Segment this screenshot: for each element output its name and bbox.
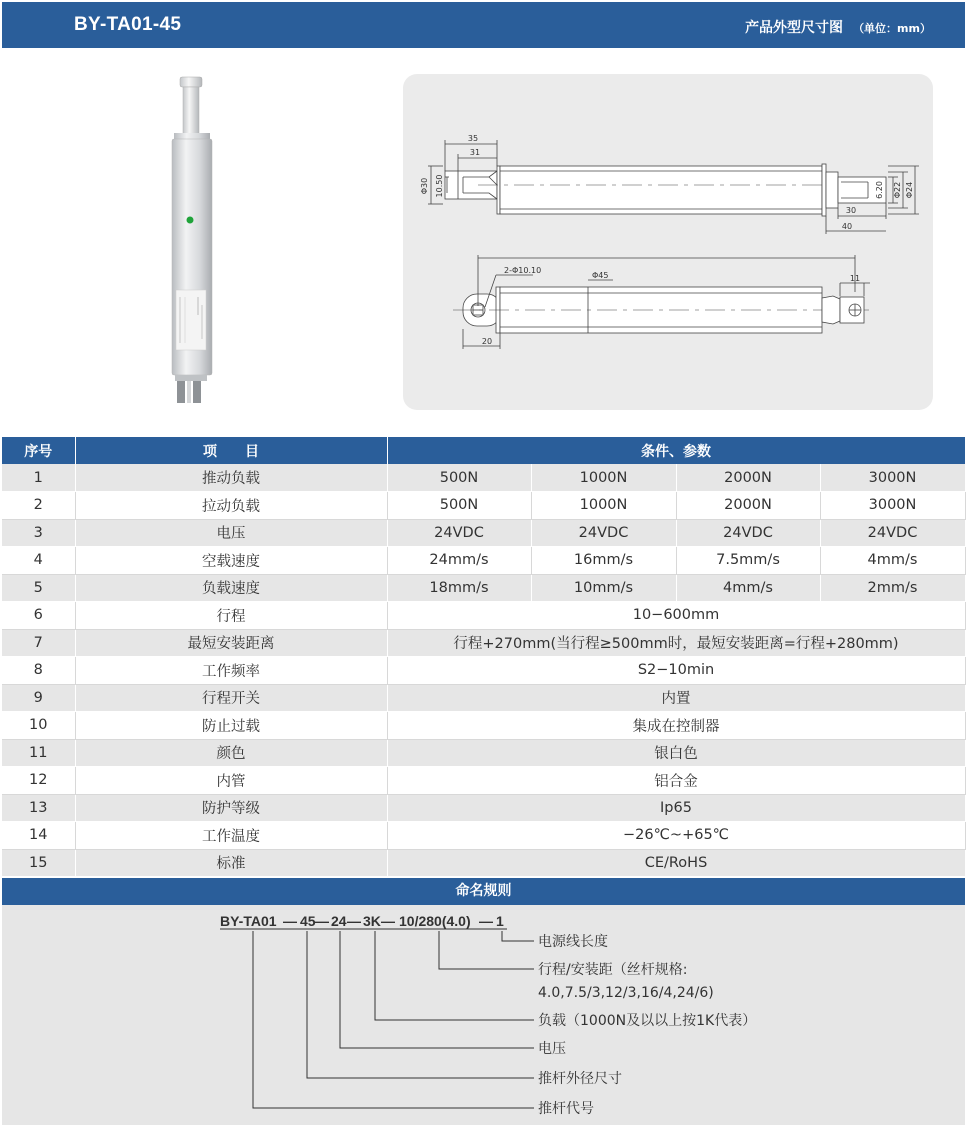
row-value: 24mm/s xyxy=(387,547,531,575)
table-row xyxy=(2,657,965,685)
row-number: 9 xyxy=(2,684,75,712)
row-number: 15 xyxy=(2,849,75,877)
code-diameter: 45 xyxy=(300,913,316,929)
row-item: 防护等级 xyxy=(75,794,387,822)
row-number: 11 xyxy=(2,739,75,767)
row-value: 4mm/s xyxy=(676,574,820,602)
row-item: 电压 xyxy=(75,519,387,547)
code-dash-5: — xyxy=(479,913,493,929)
table-row xyxy=(2,547,965,575)
row-value: 铝合金 xyxy=(387,767,965,795)
unit-label: （单位：mm） xyxy=(853,22,931,35)
table-row xyxy=(2,849,965,877)
col-header-no: 序号 xyxy=(2,437,75,464)
row-item: 最短安装距离 xyxy=(75,629,387,657)
code-voltage: 24 xyxy=(331,913,347,929)
desc-stroke-2: 4.0,7.5/3,12/3,16/4,24/6) xyxy=(538,985,714,1001)
drawing-title-group xyxy=(745,17,931,37)
table-row xyxy=(2,574,965,602)
top-view-drawing xyxy=(428,140,919,234)
col-header-item: 项 目 xyxy=(75,437,387,464)
row-value: −26℃~+65℃ xyxy=(387,822,965,850)
row-number: 4 xyxy=(2,547,75,575)
table-row xyxy=(2,684,965,712)
row-value: 24VDC xyxy=(387,519,531,547)
row-number: 6 xyxy=(2,602,75,630)
dimension-drawing-panel xyxy=(403,74,933,410)
naming-title: 命名规则 xyxy=(2,878,965,905)
code-dash-4: — xyxy=(381,913,395,929)
row-number: 7 xyxy=(2,629,75,657)
dim-10-50: 10.50 xyxy=(435,174,444,198)
row-number: 1 xyxy=(2,464,75,492)
desc-diameter: 推杆外径尺寸 xyxy=(538,1071,622,1087)
row-value: 16mm/s xyxy=(531,547,676,575)
row-value: 银白色 xyxy=(387,739,965,767)
row-item: 空载速度 xyxy=(75,547,387,575)
row-value: 内置 xyxy=(387,684,965,712)
row-number: 2 xyxy=(2,492,75,520)
table-row xyxy=(2,712,965,740)
dim-phi24: Φ24 xyxy=(905,181,914,199)
row-value: 24VDC xyxy=(531,519,676,547)
row-value: 500N xyxy=(387,464,531,492)
row-value: 行程+270mm(当行程≥500mm时，最短安装距离=行程+280mm) xyxy=(387,629,965,657)
code-dash-1: — xyxy=(283,913,297,929)
row-number: 10 xyxy=(2,712,75,740)
row-value: 24VDC xyxy=(676,519,820,547)
desc-cable: 电源线长度 xyxy=(538,934,608,950)
row-value: S2−10min xyxy=(387,657,965,685)
row-value: CE/RoHS xyxy=(387,849,965,877)
row-number: 12 xyxy=(2,767,75,795)
row-value: 10−600mm xyxy=(387,602,965,630)
dim-30: 30 xyxy=(845,206,857,215)
row-value: 4mm/s xyxy=(820,547,965,575)
naming-leader-lines xyxy=(253,931,534,1108)
dim-20: 20 xyxy=(481,337,493,346)
row-value: 500N xyxy=(387,492,531,520)
row-value: 2000N xyxy=(676,464,820,492)
row-value: 3000N xyxy=(820,464,965,492)
row-value: Ip65 xyxy=(387,794,965,822)
row-item: 负载速度 xyxy=(75,574,387,602)
table-row xyxy=(2,822,965,850)
col-header-params: 条件、参数 xyxy=(387,437,965,464)
desc-load: 负载（1000N及以以上按1K代表） xyxy=(538,1013,757,1029)
row-item: 行程 xyxy=(75,602,387,630)
product-image xyxy=(165,75,225,405)
row-item: 防止过载 xyxy=(75,712,387,740)
row-item: 工作频率 xyxy=(75,657,387,685)
row-value: 7.5mm/s xyxy=(676,547,820,575)
table-row xyxy=(2,602,965,630)
dim-6-20: 6.20 xyxy=(875,181,884,199)
row-value: 2000N xyxy=(676,492,820,520)
row-number: 5 xyxy=(2,574,75,602)
row-item: 工作温度 xyxy=(75,822,387,850)
spec-table xyxy=(2,437,966,877)
row-number: 14 xyxy=(2,822,75,850)
row-value: 3000N xyxy=(820,492,965,520)
row-value: 2mm/s xyxy=(820,574,965,602)
table-row xyxy=(2,629,965,657)
code-model: BY-TA01 xyxy=(220,913,277,929)
row-value: 1000N xyxy=(531,492,676,520)
table-row xyxy=(2,739,965,767)
table-row xyxy=(2,464,965,492)
desc-stroke-1: 行程/安装距（丝杆规格: xyxy=(538,962,688,978)
code-stroke: 10/280(4.0) xyxy=(399,913,471,929)
code-load: 3K xyxy=(363,913,381,929)
row-value: 集成在控制器 xyxy=(387,712,965,740)
desc-voltage: 电压 xyxy=(538,1041,566,1057)
row-item: 推动负载 xyxy=(75,464,387,492)
dim-phi45: Φ45 xyxy=(592,271,609,280)
code-cable: 1 xyxy=(496,913,504,929)
dim-phi30: Φ30 xyxy=(420,177,429,195)
row-number: 13 xyxy=(2,794,75,822)
table-row xyxy=(2,492,965,520)
naming-diagram xyxy=(2,905,965,1125)
row-value: 10mm/s xyxy=(531,574,676,602)
row-item: 行程开关 xyxy=(75,684,387,712)
row-item: 颜色 xyxy=(75,739,387,767)
row-number: 8 xyxy=(2,657,75,685)
dimension-drawing xyxy=(403,74,933,410)
table-row xyxy=(2,519,965,547)
row-value: 24VDC xyxy=(820,519,965,547)
dim-2-phi10-10: 2-Φ10.10 xyxy=(504,266,542,275)
dim-phi22: Φ22 xyxy=(893,181,902,199)
row-value: 1000N xyxy=(531,464,676,492)
drawing-title: 产品外型尺寸图 xyxy=(745,20,844,36)
code-dash-2: — xyxy=(315,913,329,929)
row-number: 3 xyxy=(2,519,75,547)
model-title: BY-TA01-45 xyxy=(74,14,182,35)
header-bar xyxy=(2,2,965,48)
dim-31: 31 xyxy=(469,148,481,157)
dim-11: 11 xyxy=(849,274,861,283)
row-item: 内管 xyxy=(75,767,387,795)
row-value: 18mm/s xyxy=(387,574,531,602)
row-item: 标准 xyxy=(75,849,387,877)
table-row xyxy=(2,794,965,822)
table-row xyxy=(2,767,965,795)
spec-table-header xyxy=(2,437,965,464)
dim-40: 40 xyxy=(841,222,853,231)
code-dash-3: — xyxy=(347,913,361,929)
desc-model: 推杆代号 xyxy=(538,1101,594,1117)
dim-35: 35 xyxy=(467,134,479,143)
row-item: 拉动负载 xyxy=(75,492,387,520)
